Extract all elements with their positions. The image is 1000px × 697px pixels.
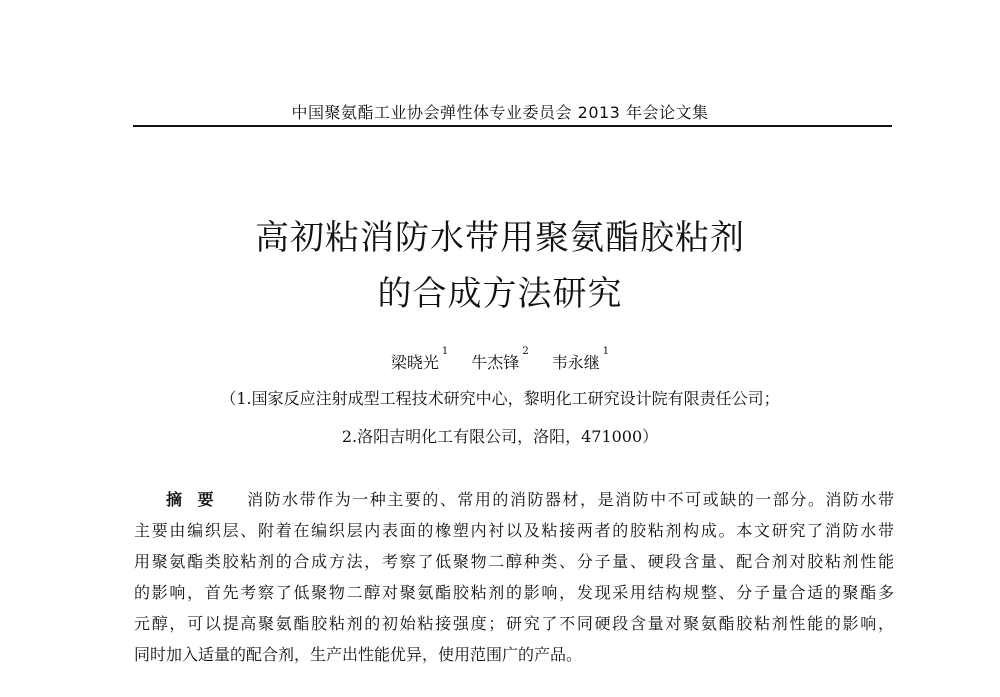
author-affiliation-mark: 1 — [602, 346, 610, 357]
abstract-line: 同时加入适量的配合剂，生产出性能优异，使用范围广的产品。 — [134, 645, 583, 664]
author-name: 韦永继 — [551, 353, 600, 372]
abstract-first-line — [134, 484, 894, 515]
running-header: 中国聚氨酯工业协会弹性体专业委员会 2013 年会论文集 — [291, 103, 709, 122]
author — [551, 346, 610, 372]
abstract — [134, 484, 894, 670]
abstract-label: 摘要 — [166, 490, 230, 509]
abstract-line: 用聚氨酯类胶粘剂的合成方法，考察了低聚物二醇种类、分子量、硬段含量、配合剂对胶粘剂性能 — [134, 552, 894, 571]
abstract-line: 元醇，可以提高聚氨酯胶粘剂的初始粘接强度；研究了不同硬段含量对聚氨酯胶粘剂性能的影响， — [134, 614, 894, 633]
affiliation-line-1: （1.国家反应注射成型工程技术研究中心，黎明化工研究设计院有限责任公司； — [220, 389, 780, 408]
author-name: 梁晓光 — [390, 353, 439, 372]
author-affiliation-mark: 1 — [441, 346, 449, 357]
affiliation-line-2: 2.洛阳吉明化工有限公司，洛阳，471000） — [341, 427, 659, 446]
abstract-line: 的影响，首先考察了低聚物二醇对聚氨酯胶粘剂的影响，发现采用结构规整、分子量合适的聚酯多 — [134, 583, 894, 602]
paper-title-line-1: 高初粘消防水带用聚氨酯胶粘剂 — [255, 218, 745, 258]
header-rule — [133, 125, 892, 127]
abstract-text: 消防水带作为一种主要的、常用的消防器材，是消防中不可或缺的一部分。消防水带 — [247, 490, 894, 509]
author-name: 牛杰锋 — [471, 353, 520, 372]
author — [471, 346, 529, 372]
author-list — [0, 346, 1000, 373]
author — [390, 346, 449, 372]
author-affiliation-mark: 2 — [522, 346, 529, 357]
paper-title-line-2: 的合成方法研究 — [377, 274, 623, 314]
abstract-line: 主要由编织层、附着在编织层内表面的橡塑内衬以及粘接两者的胶粘剂构成。本文研究了消防水带 — [134, 521, 894, 540]
